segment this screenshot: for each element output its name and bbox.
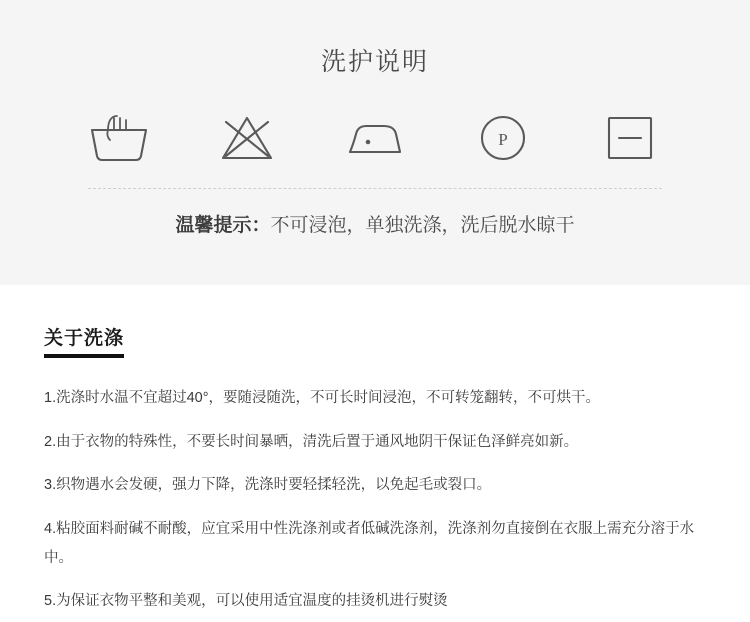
care-tip-text: 不可浸泡，单独洗涤，洗后脱水晾干 <box>270 215 575 236</box>
washing-section <box>0 285 750 617</box>
section-heading-wrap <box>44 323 750 358</box>
list-item: 3.织物遇水会发硬，强力下降，洗涤时要轻揉轻洗，以免起毛或裂口。 <box>44 477 492 493</box>
list-item: 5.为保证衣物平整和美观，可以使用适宜温度的挂烫机进行熨烫 <box>44 593 448 609</box>
hand-wash-icon <box>83 108 155 168</box>
dry-clean-p-icon <box>467 108 539 168</box>
panel-divider <box>88 188 662 189</box>
care-tip-label: 温馨提示： <box>175 215 271 236</box>
care-tip <box>0 210 750 237</box>
washing-instruction-list <box>44 384 704 616</box>
do-not-tumble-dry-icon <box>595 108 667 168</box>
care-panel-title: 洗护说明 <box>320 48 429 76</box>
svg-text:P: P <box>498 130 508 149</box>
list-item: 2.由于衣物的特殊性，不要长时间暴晒，清洗后置于通风地阴干保证色泽鲜亮如新。 <box>44 433 579 450</box>
list-item: 4.粘胶面料耐碱不耐酸，应宜采用中性洗涤剂或者低碱洗涤剂，洗涤剂勿直接倒在衣服上需充分溶于水中。 <box>44 520 695 566</box>
care-symbol-row <box>0 108 750 168</box>
iron-low-icon <box>339 108 411 168</box>
list-item: 1.洗涤时水温不宜超过40°，要随浸随洗，不可长时间浸泡，不可转笼翻转，不可烘干。 <box>44 390 601 406</box>
do-not-bleach-icon <box>211 108 283 168</box>
section-heading: 关于洗涤 <box>44 323 124 358</box>
care-instructions-panel <box>0 0 750 285</box>
